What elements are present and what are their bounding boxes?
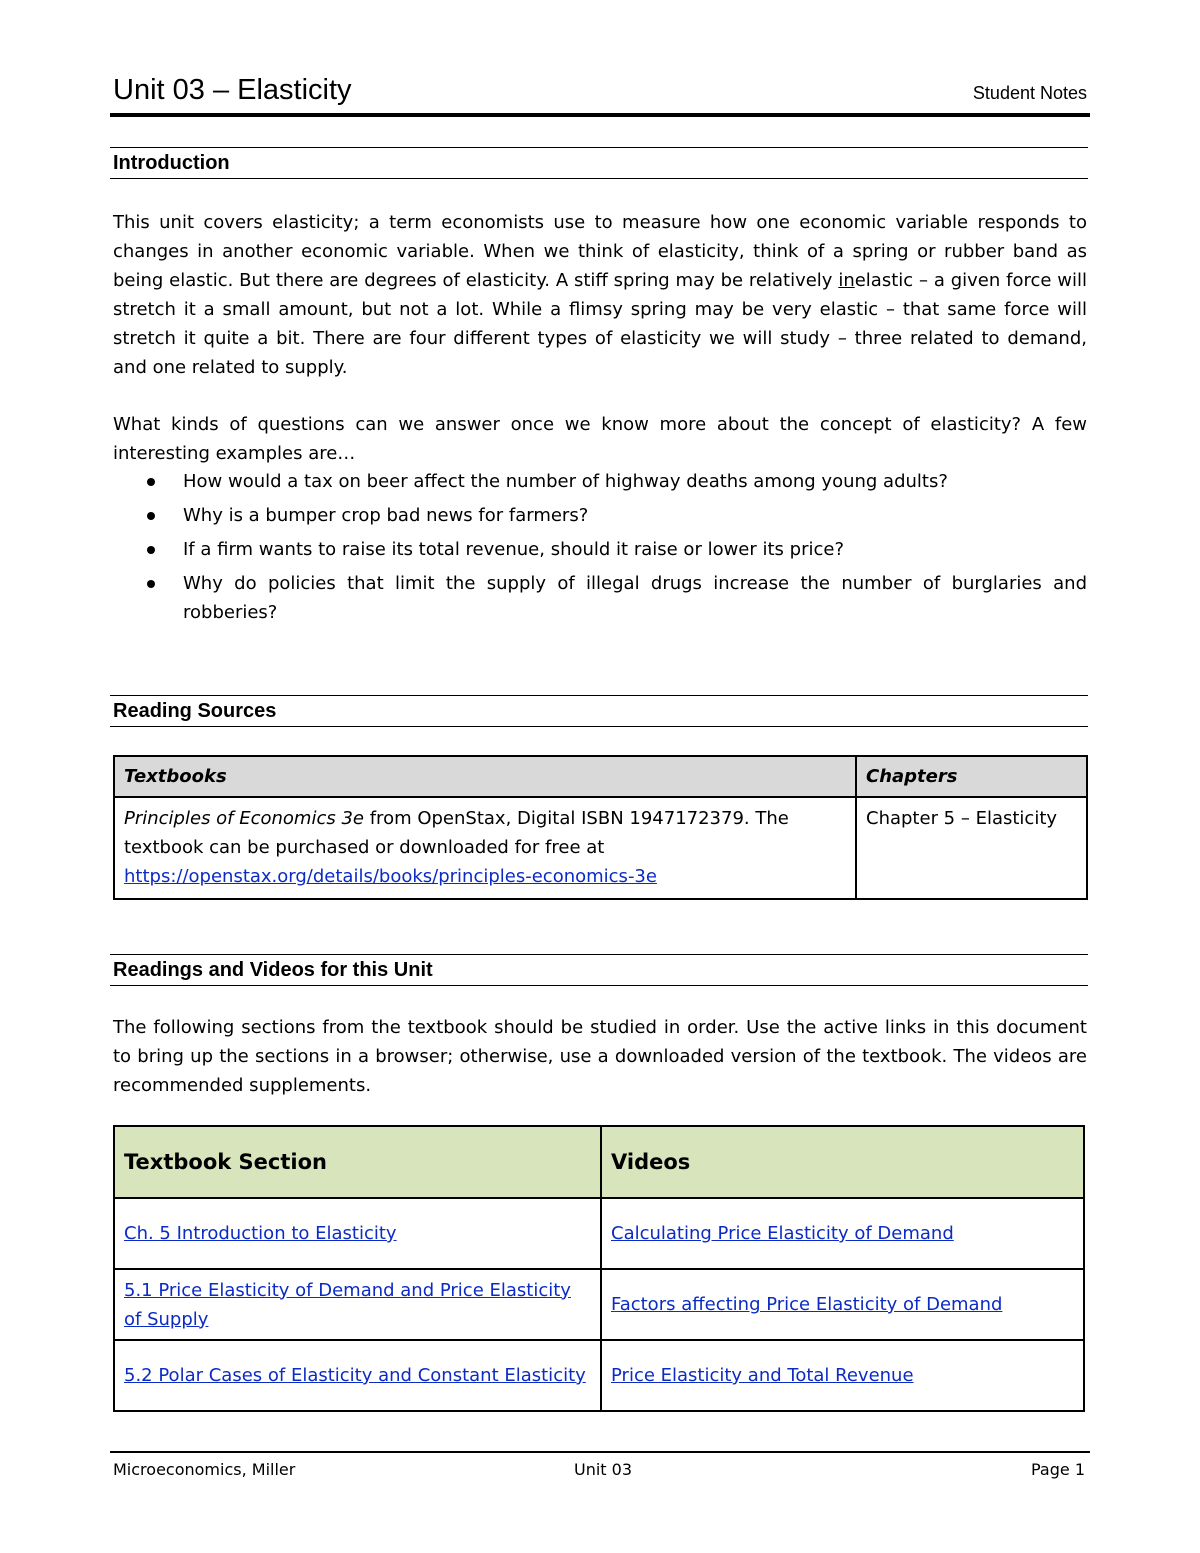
book-description: from OpenStax, Digital ISBN 1947172379. The textbook can be purchased or downloaded for free at [124,808,789,858]
section-heading-readings-videos [110,954,1088,986]
intro-paragraph [113,208,1087,382]
bullet-icon [147,546,155,554]
document-subtitle: Student Notes [972,83,1087,103]
chapter-cell: Chapter 5 – Elasticity [856,797,1087,899]
section-link[interactable]: 5.2 Polar Cases of Elasticity and Constant Elasticity [124,1365,586,1386]
list-item-text: How would a tax on beer affect the number of highway deaths among young adults? [183,471,948,492]
video-cell [601,1198,1084,1269]
bullet-icon [147,478,155,486]
section-cell [114,1198,601,1269]
intro-paragraph-underlined: in [838,270,855,291]
bullet-icon [147,512,155,520]
table-row [114,1340,1084,1411]
intro-questions-paragraph: What kinds of questions can we answer once we know more about the concept of elasticity? A few interesting examples are… [113,414,1087,464]
list-item [113,569,1087,627]
list-item-text: If a firm wants to raise its total revenue, should it raise or lower its price? [183,539,845,560]
list-item [113,501,1087,530]
footer-rule [110,1451,1090,1453]
video-cell [601,1269,1084,1340]
column-header-textbooks: Textbooks [114,756,856,797]
readings-paragraph: The following sections from the textbook should be studied in order. Use the active links in this document to bring up the sections in a browser; otherwise, use a downloaded version of the textbook. The videos are recommended supplements. [113,1017,1087,1096]
footer-course: Microeconomics, Miller [113,1460,296,1479]
table-row [114,1269,1084,1340]
question-list [113,467,1087,632]
bullet-icon [147,580,155,588]
table-row [114,1198,1084,1269]
section-heading-reading-sources [110,695,1088,727]
list-item-text: Why do policies that limit the supply of illegal drugs increase the number of burglaries and robberies? [183,573,1087,623]
intro-paragraph-part: elastic – a given force will stretch it a small amount, but not a lot. While a flimsy spring may be very elastic – that same force will stretch it quite a bit. There are four different types of elasticity we will study – three related to demand, and one related to supply. [113,270,1087,378]
table-row [114,797,1087,899]
textbook-cell [114,797,856,899]
document-title: Unit 03 – Elasticity [113,74,352,106]
list-item [113,535,1087,564]
column-header-videos: Videos [601,1126,1084,1198]
section-heading-label: Reading Sources [113,700,277,722]
column-header-chapters: Chapters [856,756,1087,797]
footer-page-number: Page 1 [1031,1460,1085,1479]
book-title: Principles of Economics 3e [124,808,364,829]
intro-paragraph-part: This unit covers elasticity; a term economists use to measure how one economic variable responds to changes in another economic variable. When we think of elasticity, think of a spring or rubber band as being elastic. But there are degrees of elasticity. A stiff spring may be relatively [113,212,1087,291]
readings-videos-table [113,1125,1085,1412]
textbook-link[interactable]: https://openstax.org/details/books/principles-economics-3e [124,866,657,887]
table-header-row [114,1126,1084,1198]
section-heading-label: Readings and Videos for this Unit [113,959,433,981]
table-header-row [114,756,1087,797]
section-cell [114,1340,601,1411]
video-cell [601,1340,1084,1411]
section-heading-label: Introduction [113,152,230,174]
section-cell [114,1269,601,1340]
column-header-textbook-section: Textbook Section [114,1126,601,1198]
video-link[interactable]: Price Elasticity and Total Revenue [611,1365,914,1386]
section-link[interactable]: 5.1 Price Elasticity of Demand and Price Elasticity of Supply [124,1279,571,1330]
footer-unit: Unit 03 [574,1460,633,1479]
reading-sources-table [113,755,1088,900]
section-link[interactable]: Ch. 5 Introduction to Elasticity [124,1223,397,1244]
video-link[interactable]: Calculating Price Elasticity of Demand [611,1223,954,1244]
list-item [113,467,1087,496]
list-item-text: Why is a bumper crop bad news for farmers? [183,505,589,526]
video-link[interactable]: Factors affecting Price Elasticity of Demand [611,1294,1003,1315]
section-heading-introduction [110,147,1088,179]
header-rule [110,113,1090,117]
